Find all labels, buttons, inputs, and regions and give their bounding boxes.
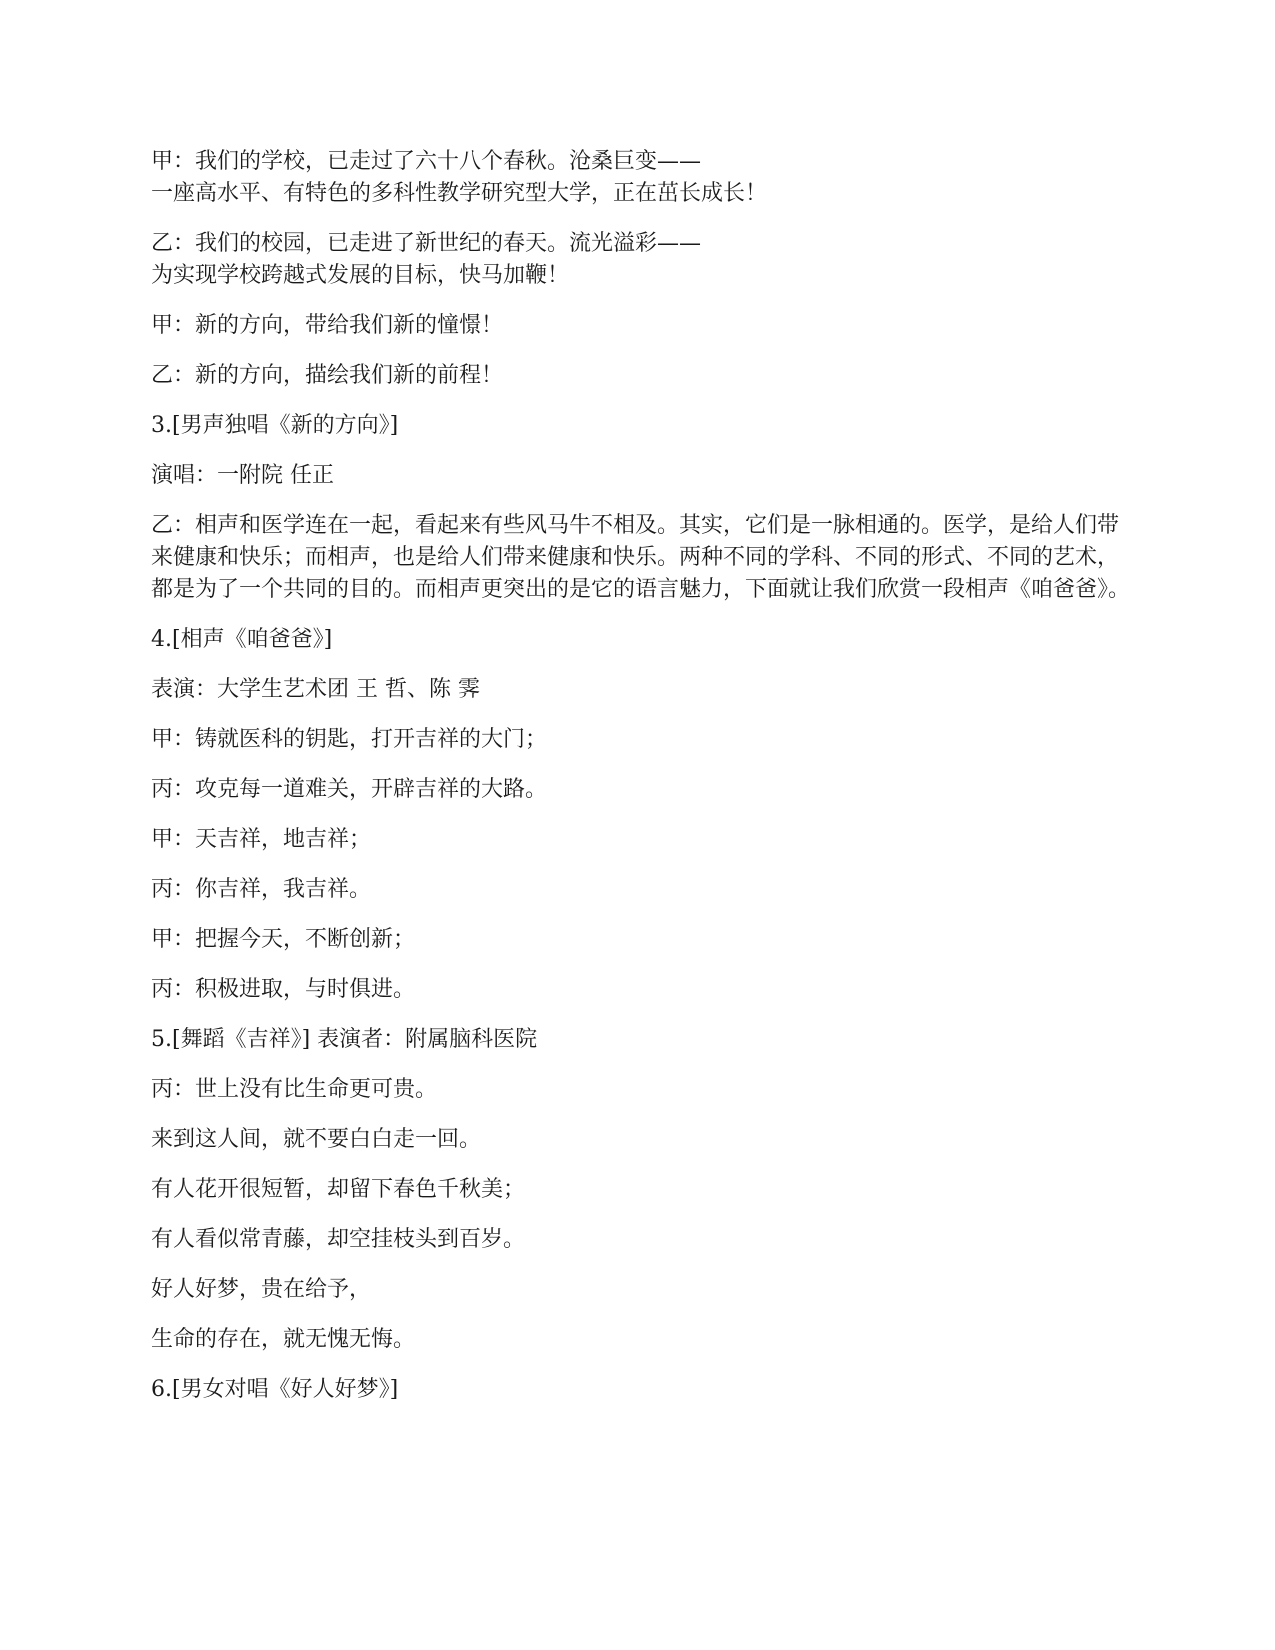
dialogue-line: 甲：新的方向，带给我们新的憧憬！ [151, 313, 504, 338]
dialogue-line: 甲：铸就医科的钥匙，打开吉祥的大门； [151, 727, 548, 752]
performer-line: 演唱：一附院 任正 [151, 463, 334, 488]
dialogue-paragraph: 乙：相声和医学连在一起，看起来有些风马牛不相及。其实，它们是一脉相通的。医学，是给人们带来健康和快乐；而相声，也是给人们带来健康和快乐。两种不同的学科、不同的形式、不同的艺术，都是为了一个共同的目的。而相声更突出的是它的语言魅力，下面就让我们欣赏一段相声《咱爸爸》。 [151, 513, 1131, 602]
dialogue-line: 丙：积极进取，与时俱进。 [151, 977, 416, 1002]
dialogue-paragraph: 乙：我们的校园，已走进了新世纪的春天。流光溢彩—— 为实现学校跨越式发展的目标，快马加鞭！ [151, 231, 702, 288]
dialogue-line: 丙：攻克每一道难关，开辟吉祥的大路。 [151, 777, 548, 802]
document-page [151, 146, 1136, 1424]
poem-line: 有人看似常青藤，却空挂枝头到百岁。 [151, 1227, 526, 1252]
dialogue-line: 甲：天吉祥，地吉祥； [151, 827, 372, 852]
dialogue-line: 丙：你吉祥，我吉祥。 [151, 877, 372, 902]
program-item-heading: 4.[相声《咱爸爸》] [151, 627, 333, 652]
performer-line: 表演：大学生艺术团 王 哲、陈 霁 [151, 677, 480, 702]
program-item-heading: 5.[舞蹈《吉祥》] 表演者：附属脑科医院 [151, 1027, 538, 1052]
poem-line: 生命的存在，就无愧无悔。 [151, 1327, 416, 1352]
dialogue-line: 乙：新的方向，描绘我们新的前程！ [151, 363, 504, 388]
dialogue-line: 甲：把握今天，不断创新； [151, 927, 416, 952]
program-item-heading: 3.[男声独唱《新的方向》] [151, 413, 399, 438]
poem-line: 有人花开很短暂，却留下春色千秋美； [151, 1177, 526, 1202]
poem-line: 来到这人间，就不要白白走一回。 [151, 1127, 482, 1152]
program-item-heading: 6.[男女对唱《好人好梦》] [151, 1377, 399, 1402]
dialogue-paragraph: 甲：我们的学校，已走过了六十八个春秋。沧桑巨变—— 一座高水平、有特色的多科性教学研究型大学，正在茁长成长！ [151, 149, 768, 206]
dialogue-line: 丙：世上没有比生命更可贵。 [151, 1077, 438, 1102]
poem-line: 好人好梦，贵在给予， [151, 1277, 372, 1302]
